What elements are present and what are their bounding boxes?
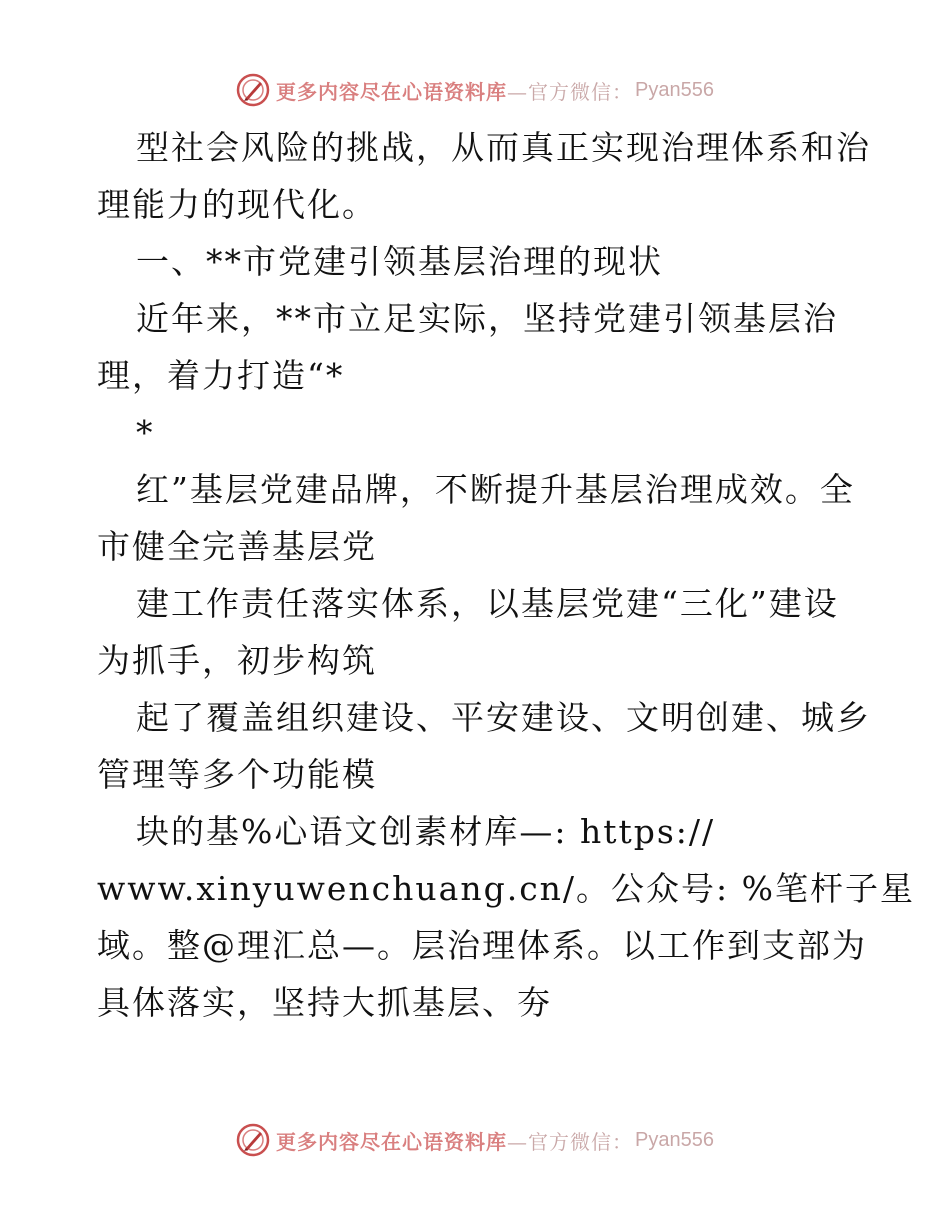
watermark-wechat-label: —官方微信：	[507, 79, 634, 104]
section-heading: 一、**市党建引领基层治理的现状	[136, 242, 663, 281]
quill-pen-logo-icon	[236, 1123, 270, 1157]
body-line: 具体落实，坚持大抓基层、夯	[97, 983, 552, 1022]
watermark-wechat-id: Pyan556	[635, 78, 714, 101]
body-line: 型社会风险的挑战，从而真正实现治理体系和治	[136, 128, 871, 167]
body-line: 红”基层党建品牌，不断提升基层治理成效。全	[136, 470, 855, 509]
body-line: 管理等多个功能模	[97, 755, 377, 794]
body-line: 域。整@理汇总—。层治理体系。以工作到支部为	[97, 926, 867, 965]
footer-watermark	[0, 1120, 950, 1160]
body-line: www.xinyuwenchuang.cn/。公众号: %笔杆子星	[97, 869, 916, 908]
quill-pen-logo-icon	[236, 73, 270, 107]
body-line: 市健全完善基层党	[97, 527, 377, 566]
body-line: *	[136, 413, 155, 452]
watermark-wechat-id: Pyan556	[635, 1128, 714, 1151]
body-line: 块的基%心语文创素材库—: https://	[136, 812, 716, 851]
header-watermark	[0, 70, 950, 110]
body-line: 起了覆盖组织建设、平安建设、文明创建、城乡	[136, 698, 871, 737]
watermark-wechat-label: —官方微信：	[507, 1129, 634, 1154]
body-line: 理，着力打造“*	[97, 356, 345, 395]
body-line: 理能力的现代化。	[97, 185, 377, 224]
document-body	[97, 119, 916, 1031]
body-line: 建工作责任落实体系，以基层党建“三化”建设	[136, 584, 839, 623]
watermark-brand-text: 更多内容尽在心语资料库	[276, 1129, 508, 1154]
body-line: 为抓手，初步构筑	[97, 641, 377, 680]
body-line: 近年来，**市立足实际，坚持党建引领基层治	[136, 299, 838, 338]
watermark-brand-text: 更多内容尽在心语资料库	[276, 79, 508, 104]
